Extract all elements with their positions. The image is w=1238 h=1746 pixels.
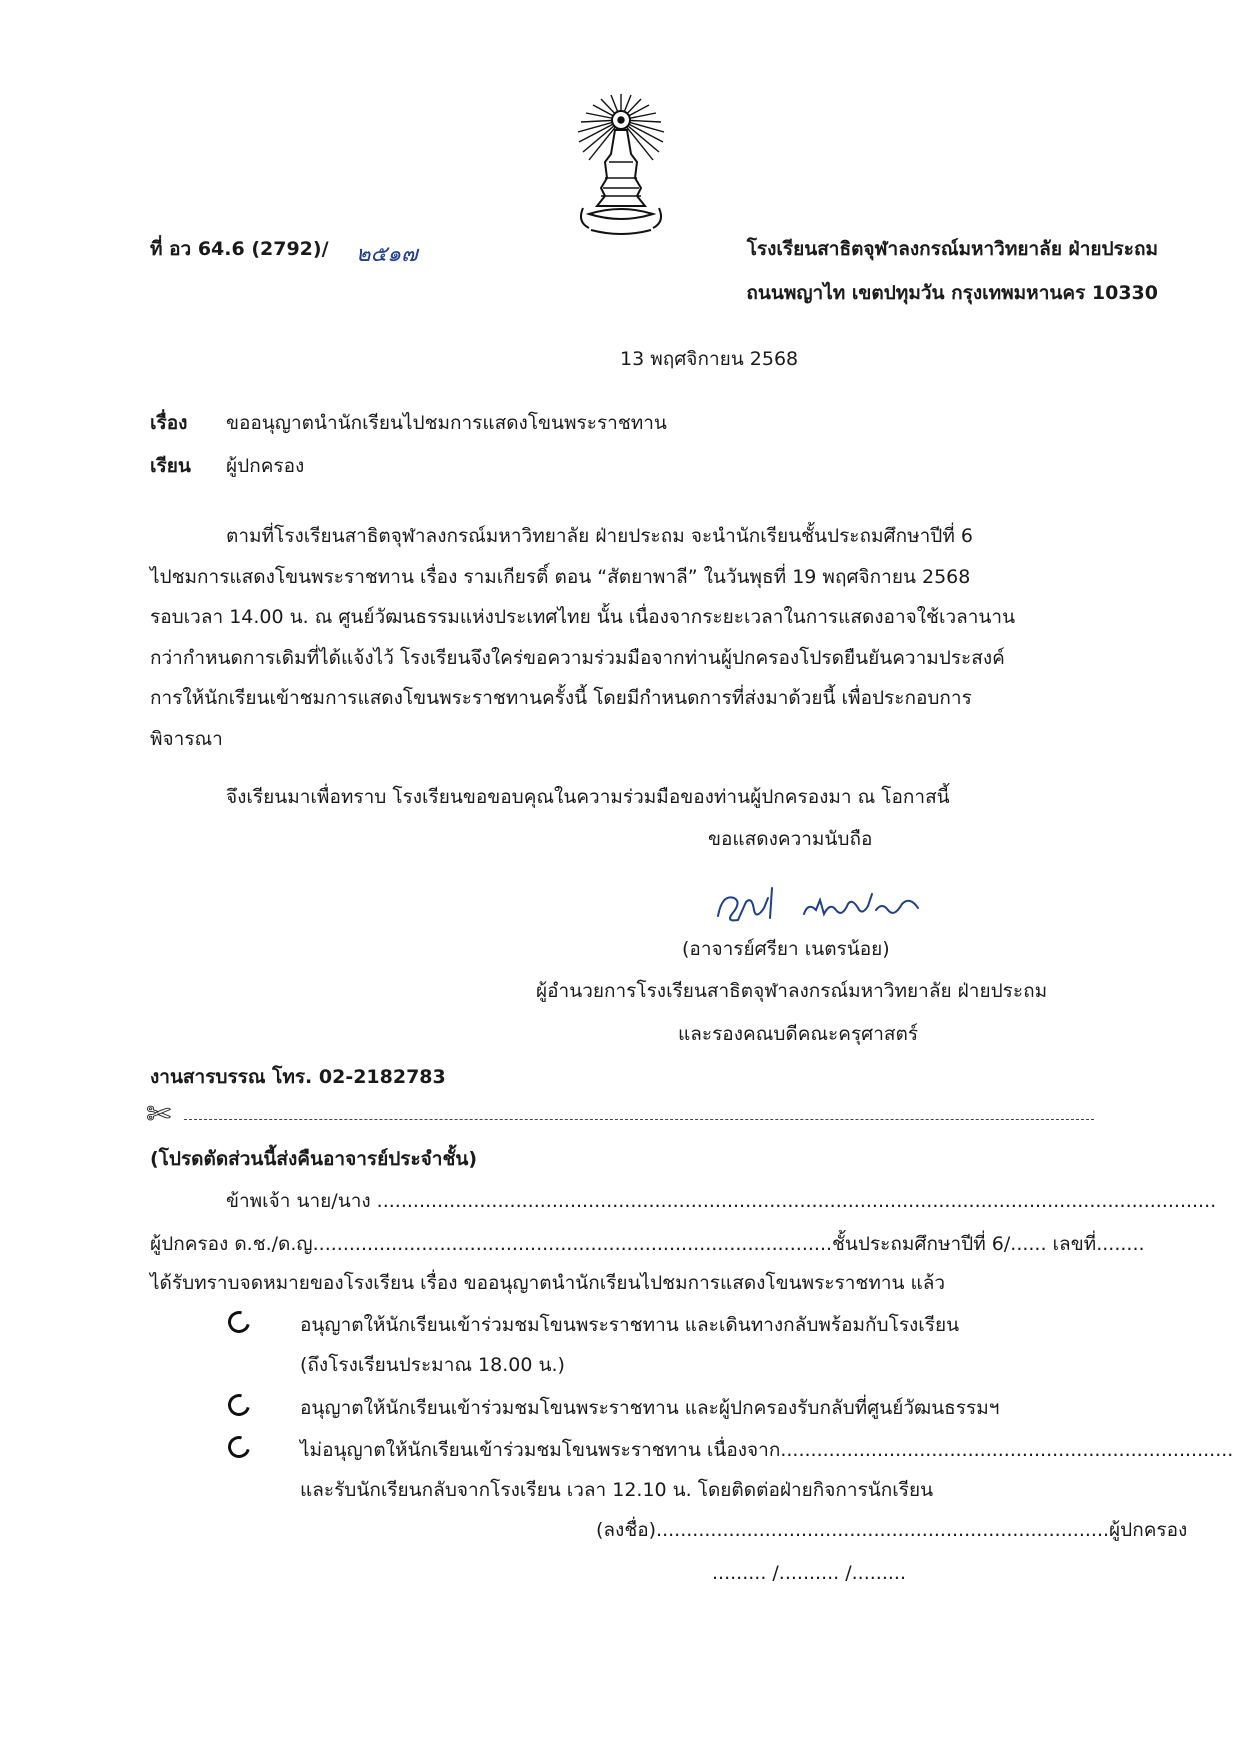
body-line: กว่ากำหนดการเดิมที่ได้แจ้งไว้ โรงเรียนจึงใคร่ขอความร่วมมือจากท่านผู้ปกครองโปรดยืนยันความประสงค์ — [150, 646, 1005, 669]
handwritten-reference-number: ๒๕๑๗ — [356, 242, 418, 267]
option-1-text: อนุญาตให้นักเรียนเข้าร่วมชมโขนพระราชทาน และเดินทางกลับพร้อมกับโรงเรียน — [300, 1314, 960, 1336]
slip-title: (โปรดตัดส่วนนี้ส่งคืนอาจารย์ประจำชั้น) — [150, 1148, 478, 1170]
school-name: โรงเรียนสาธิตจุฬาลงกรณ์มหาวิทยาลัย ฝ่ายประถม — [746, 238, 1158, 260]
school-address: ถนนพญาไท เขตปทุมวัน กรุงเทพมหานคร 10330 — [746, 282, 1158, 304]
recipient-text: ผู้ปกครอง — [226, 455, 305, 477]
option-3-note: และรับนักเรียนกลับจากโรงเรียน เวลา 12.10 น. โดยติดต่อฝ่ายกิจการนักเรียน — [300, 1479, 934, 1501]
body-line: การให้นักเรียนเข้าชมการแสดงโขนพระราชทานครั้งนี้ โดยมีกำหนดการที่ส่งมาด้วยนี้ เพื่อประกอบการ — [150, 687, 972, 709]
body-paragraph — [150, 516, 1095, 759]
option-1-note: (ถึงโรงเรียนประมาณ 18.00 น.) — [300, 1354, 565, 1376]
contact-info: งานสารบรรณ โทร. 02-2182783 — [150, 1066, 446, 1088]
reference-number-label: ที่ อว 64.6 (2792)/ — [150, 238, 329, 260]
body-line: ไปชมการแสดงโขนพระราชทาน เรื่อง รามเกียรติ์ ตอน “สัตยาพาลี” ในวันพุธที่ 19 พฤศจิกายน 2568 — [150, 565, 971, 588]
closing-line: จึงเรียนมาเพื่อทราบ โรงเรียนขอขอบคุณในความร่วมมือของท่านผู้ปกครองมา ณ โอกาสนี้ — [226, 786, 950, 808]
body-line: ตามที่โรงเรียนสาธิตจุฬาลงกรณ์มหาวิทยาลัย ฝ่ายประถม จะนำนักเรียนชั้นประถมศึกษาปีที่ 6 — [226, 525, 973, 547]
slip-date-line: ......... /.......... /......... — [712, 1562, 906, 1584]
respect-closing: ขอแสดงความนับถือ — [708, 828, 873, 850]
option-1-radio[interactable] — [224, 1307, 254, 1337]
slip-ack-line: ได้รับทราบจดหมายของโรงเรียน เรื่อง ขออนุญาตนำนักเรียนไปชมการแสดงโขนพระราชทาน แล้ว — [150, 1272, 946, 1294]
guardian-signature-line: (ลงชื่อ)...........................................................................ผู้ปกครอง — [596, 1519, 1188, 1541]
slip-name-line: ข้าพเจ้า นาย/นาง ........................................................................................................................................... — [226, 1190, 1217, 1212]
recipient-label: เรียน — [150, 455, 191, 477]
subject-text: ขออนุญาตนำนักเรียนไปชมการแสดงโขนพระราชทาน — [226, 412, 667, 434]
handwritten-signature — [712, 880, 942, 940]
option-3-text: ไม่อนุญาตให้นักเรียนเข้าร่วมชมโขนพระราชทาน เนื่องจาก........................................................................... — [300, 1439, 1234, 1461]
signer-name: (อาจารย์ศรียา เนตรน้อย) — [682, 938, 890, 960]
signer-position-2: และรองคณบดีคณะครุศาสตร์ — [678, 1023, 919, 1045]
signer-position-1: ผู้อำนวยการโรงเรียนสาธิตจุฬาลงกรณ์มหาวิทยาลัย ฝ่ายประถม — [536, 980, 1048, 1002]
option-3-radio[interactable] — [224, 1432, 254, 1462]
body-line: รอบเวลา 14.00 น. ณ ศูนย์วัฒนธรรมแห่งประเทศไทย นั้น เนื่องจากระยะเวลาในการแสดงอาจใช้เวลานาน — [150, 606, 1016, 628]
school-emblem-logo — [575, 92, 667, 242]
option-2-radio[interactable] — [224, 1390, 254, 1420]
document-date: 13 พฤศจิกายน 2568 — [620, 348, 799, 370]
subject-label: เรื่อง — [150, 412, 188, 434]
scissors-icon: ✄ — [146, 1097, 172, 1132]
cut-line — [184, 1119, 1094, 1120]
slip-guardian-line: ผู้ปกครอง ด.ช./ด.ญ......................................................................................ชั้นประถมศึกษาปีที่ 6/...... เลขที่........ — [150, 1233, 1145, 1255]
body-line: พิจารณา — [150, 727, 223, 750]
option-2-text: อนุญาตให้นักเรียนเข้าร่วมชมโขนพระราชทาน และผู้ปกครองรับกลับที่ศูนย์วัฒนธรรมฯ — [300, 1397, 1000, 1419]
